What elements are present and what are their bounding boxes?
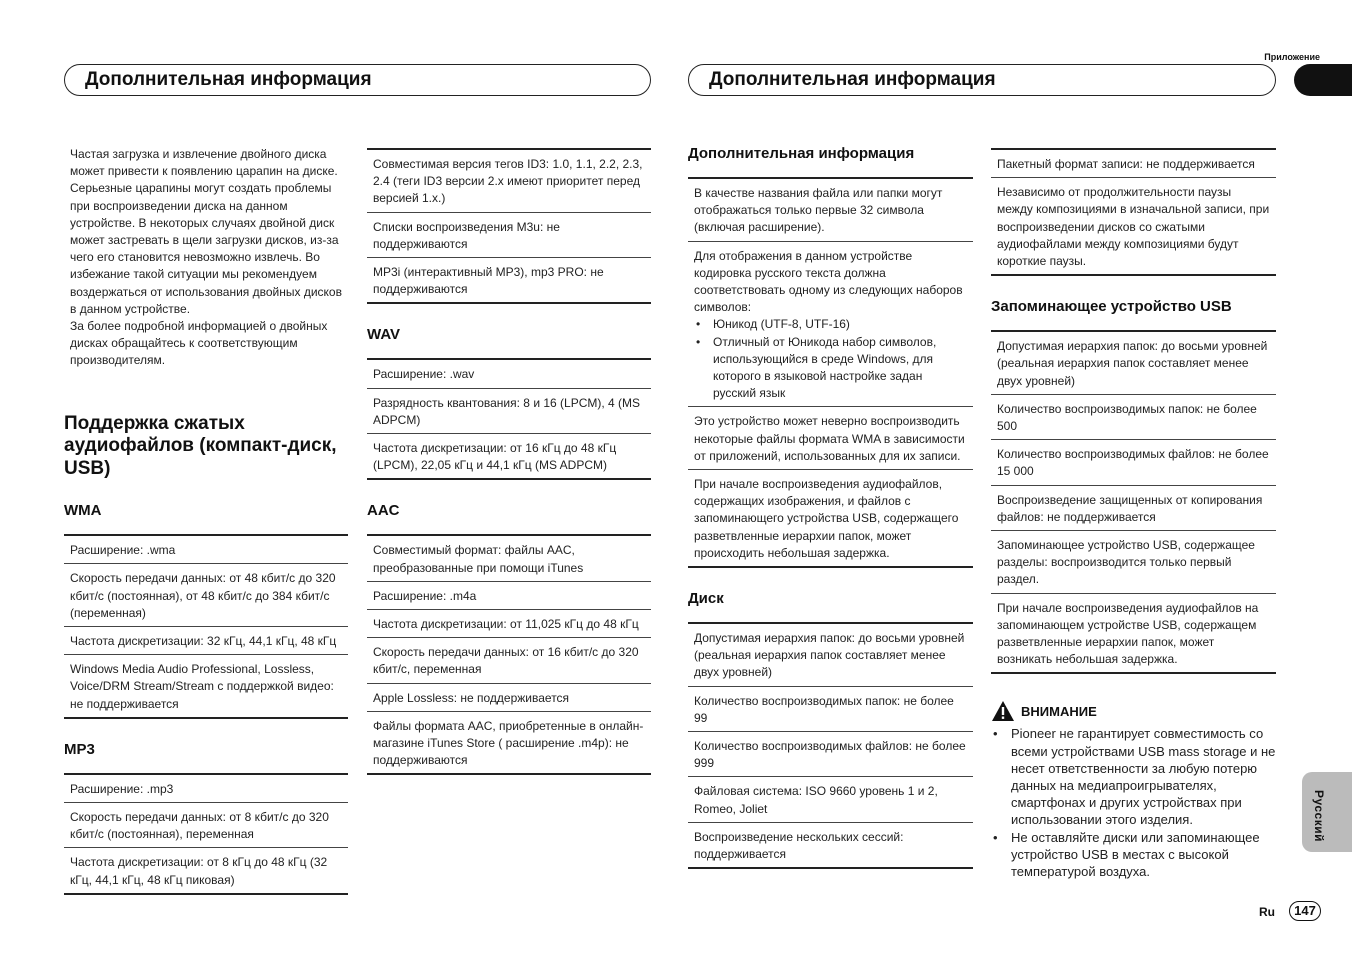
table-row: Частота дискретизации: от 16 кГц до 48 кГц (LPCM), 22,05 кГц и 44,1 кГц (MS ADPCM) <box>367 433 651 478</box>
column-4 <box>991 148 1276 880</box>
table-row: MP3i (интерактивный MP3), mp3 PRO: не поддерживаются <box>367 257 651 302</box>
list-item: • Отличный от Юникода набор символов, использующийся в среде Windows, для которого в языковой настройке задан русский язык <box>694 334 967 403</box>
mp3-table <box>64 773 348 895</box>
table-row: Apple Lossless: не поддерживается <box>367 683 651 711</box>
table-row: Количество воспроизводимых файлов: не более 15 000 <box>991 439 1276 484</box>
table-row: Файловая система: ISO 9660 уровень 1 и 2, Romeo, Joliet <box>688 776 973 821</box>
table-row: Скорость передачи данных: от 48 кбит/с до 320 кбит/с (постоянная), от 48 кбит/с до 384 кбит/с (переменная) <box>64 563 348 626</box>
table-row: В качестве названия файла или папки могут отображаться только первые 32 символа (включая расширение). <box>688 177 973 241</box>
disc-continued-table <box>991 148 1276 276</box>
table-row: Воспроизведение нескольких сессий: поддерживается <box>688 822 973 867</box>
table-row: Совместимый формат: файлы AAC, преобразованные при помощи iTunes <box>367 534 651 580</box>
intro-text <box>64 146 348 370</box>
table-row: Количество воспроизводимых папок: не более 500 <box>991 394 1276 439</box>
section-tab <box>1294 64 1352 96</box>
section-heading: Поддержка сжатых аудиофайлов (компакт-диск, USB) <box>64 412 337 479</box>
table-row: Списки воспроизведения M3u: не поддерживаются <box>367 212 651 257</box>
list-item: • Юникод (UTF-8, UTF-16) <box>694 316 967 333</box>
table-row: Windows Media Audio Professional, Lossless, Voice/DRM Stream/Stream с поддержкой видео: не поддерживается <box>64 654 348 717</box>
column-1 <box>64 146 348 895</box>
extra-info-table <box>688 177 973 568</box>
warning-block <box>991 700 1276 880</box>
table-row: Файлы формата AAC, приобретенные в онлайн-магазине iTunes Store ( расширение .m4p): не поддерживаются <box>367 711 651 774</box>
page-number: 147 <box>1289 901 1321 921</box>
wma-table <box>64 534 348 719</box>
mp3-continued-table <box>367 148 651 304</box>
table-row: Допустимая иерархия папок: до восьми уровней (реальная иерархия папок составляет менее двух уровней) <box>688 622 973 686</box>
page-title-left: Дополнительная информация <box>64 64 651 96</box>
table-row: Расширение: .m4a <box>367 581 651 609</box>
table-row: Расширение: .wma <box>64 534 348 563</box>
wma-heading: WMA <box>64 502 102 520</box>
table-row: Скорость передачи данных: от 8 кбит/с до 320 кбит/с (постоянная), переменная <box>64 802 348 847</box>
table-row <box>688 241 973 407</box>
table-row: Независимо от продолжительности паузы между композициями в изначальной записи, при воспроизведении дисков со сжатыми аудиофайлами между композициями будут короткие паузы. <box>991 177 1276 274</box>
page-title-right: Дополнительная информация <box>688 64 1276 96</box>
table-row: Частота дискретизации: 32 кГц, 44,1 кГц, 48 кГц <box>64 626 348 654</box>
language-code: Ru <box>1259 905 1275 919</box>
table-row: Совместимая версия тегов ID3: 1.0, 1.1, 2.2, 2.3, 2.4 (теги ID3 версии 2.x имеют приоритет перед версией 1.x.) <box>367 148 651 212</box>
aac-heading: AAC <box>367 502 400 520</box>
disc-heading: Диск <box>688 590 724 608</box>
table-row: Разрядность квантования: 8 и 16 (LPCM), 4 (MS ADPCM) <box>367 388 651 433</box>
usb-heading: Запоминающее устройство USB <box>991 298 1232 316</box>
table-row: При начале воспроизведения аудиофайлов, содержащих изображения, и файлов с запоминающего устройства USB, содержащего разветвленные иерархии папок, может происходить небольшая задержка. <box>688 469 973 566</box>
extra-info-heading: Дополнительная информация <box>688 145 915 162</box>
wav-table <box>367 358 651 480</box>
disc-table <box>688 622 973 869</box>
table-row: Запоминающее устройство USB, содержащее разделы: воспроизводится только первый раздел. <box>991 530 1276 593</box>
table-row: Частота дискретизации: от 8 кГц до 48 кГц (32 кГц, 44,1 кГц, 48 кГц пиковая) <box>64 847 348 892</box>
table-row: При начале воспроизведения аудиофайлов на запоминающем устройстве USB, содержащем разветвленные иерархии папок, может возникать небольшая задержка. <box>991 593 1276 673</box>
appendix-label: Приложение <box>1264 52 1320 62</box>
table-row: Это устройство может неверно воспроизводить некоторые файлы формата WMA в зависимости от приложений, использованных для их записи. <box>688 406 973 469</box>
warning-item: • Pioneer не гарантирует совместимость со всеми устройствами USB mass storage и не несет ответственности за любую потерю данных на медиапроигрывателях, смартфонах и других устройствах при использовании этого изделия. <box>991 725 1276 828</box>
mp3-heading: MP3 <box>64 740 95 758</box>
warning-icon <box>991 700 1015 722</box>
warning-label: ВНИМАНИЕ <box>1021 703 1097 719</box>
warning-title <box>991 700 1276 722</box>
table-row: Количество воспроизводимых папок: не более 99 <box>688 686 973 731</box>
table-row: Расширение: .mp3 <box>64 773 348 802</box>
table-row: Количество воспроизводимых файлов: не более 999 <box>688 731 973 776</box>
table-row: Расширение: .wav <box>367 358 651 387</box>
usb-table <box>991 330 1276 674</box>
encoding-list <box>694 316 967 402</box>
intro-paragraph: Частая загрузка и извлечение двойного диска может привести к появлению царапин на диске. Серьезные царапины могут создать проблемы при воспроизведении диска на данном устройстве. В некоторых случаях двойной диск может застревать в щели загрузки дисков, из-за чего его становится невозможно извлечь. Во избежание такой ситуации мы рекомендуем воздержаться от использования двойных дисков в данном устройстве. <box>70 147 342 316</box>
wav-heading: WAV <box>367 326 401 344</box>
table-row: Пакетный формат записи: не поддерживается <box>991 148 1276 177</box>
column-2 <box>367 148 651 775</box>
encoding-intro: Для отображения в данном устройстве кодировка русского текста должна соответствовать одному из следующих наборов символов: <box>694 248 963 315</box>
table-row: Частота дискретизации: от 11,025 кГц до 48 кГц <box>367 609 651 637</box>
intro-paragraph: За более подробной информацией о двойных дисках обращайтесь к соответствующим производителям. <box>70 319 328 368</box>
aac-table <box>367 534 651 775</box>
warning-item: • Не оставляйте диски или запоминающее устройство USB в местах с высокой температурой воздуха. <box>991 829 1276 881</box>
column-3 <box>688 145 973 869</box>
table-row: Допустимая иерархия папок: до восьми уровней (реальная иерархия папок составляет менее двух уровней) <box>991 330 1276 394</box>
language-side-label: Русский <box>1312 790 1326 842</box>
table-row: Воспроизведение защищенных от копирования файлов: не поддерживается <box>991 485 1276 530</box>
warning-list <box>991 725 1276 880</box>
table-row: Скорость передачи данных: от 16 кбит/с до 320 кбит/с, переменная <box>367 637 651 682</box>
